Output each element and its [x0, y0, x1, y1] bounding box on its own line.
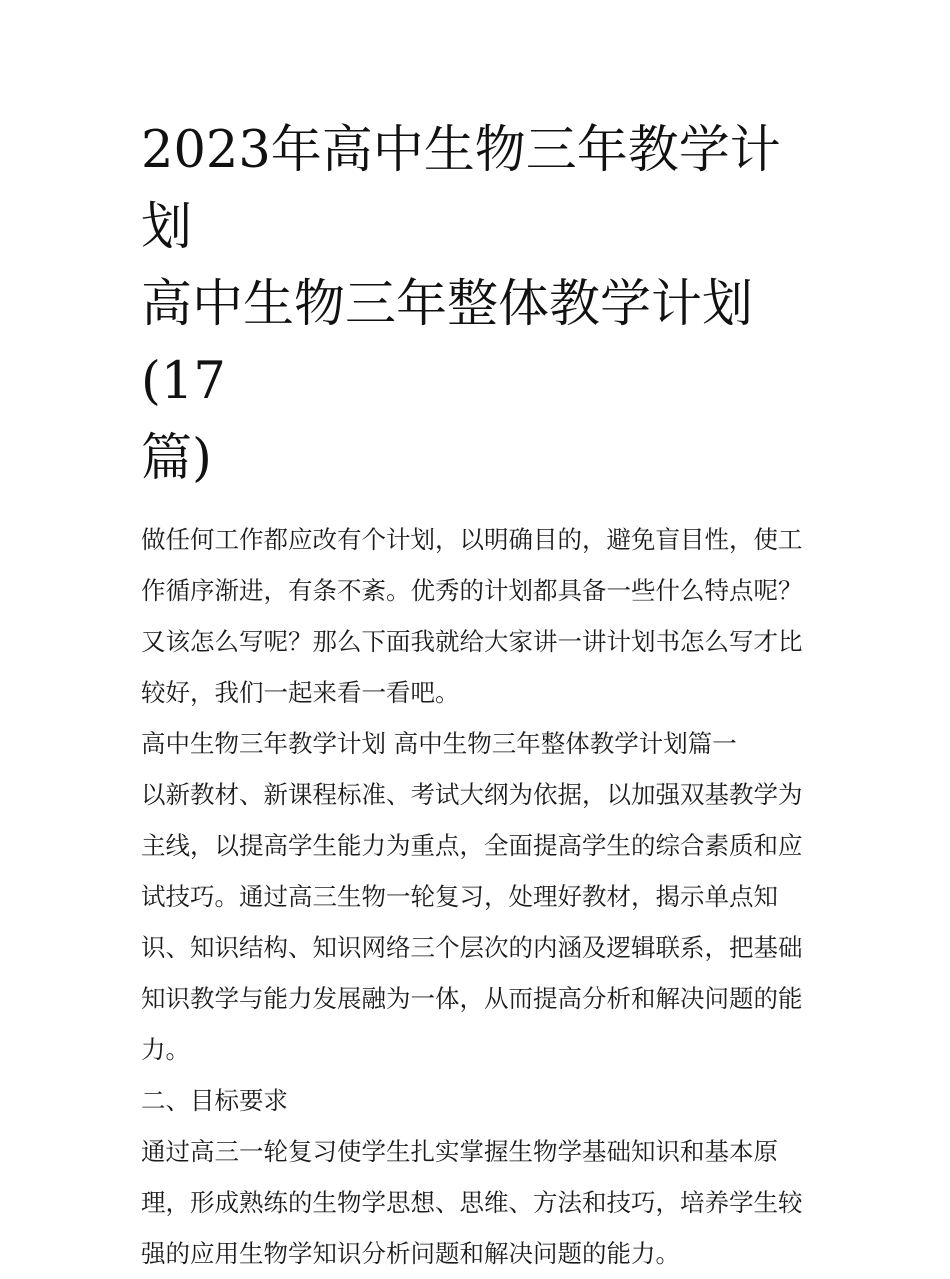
title-line-3: 篇): [141, 429, 212, 488]
title-line-2: 高中生物三年整体教学计划(17: [141, 275, 754, 411]
section-heading: 二、目标要求: [141, 1086, 288, 1115]
document-body: [141, 514, 821, 1279]
body-paragraph-1: 以新教材、新课程标准、考试大纲为依据，以加强双基教学为主线，以提高学生能力为重点，全面提高学生的综合素质和应试技巧。通过高三生物一轮复习，处理好教材，揭示单点知识、知识结构、知识网络三个层次的内涵及逻辑联系，把基础知识教学与能力发展融为一体，从而提高分析和解决问题的能力。: [141, 780, 803, 1064]
title-line-1: 2023年高中生物三年教学计划: [141, 121, 781, 257]
subtitle-line: 高中生物三年教学计划 高中生物三年整体教学计划篇一: [141, 729, 737, 758]
document-title: [141, 112, 821, 497]
document-content: [141, 112, 821, 1279]
intro-paragraph: 做任何工作都应改有个计划，以明确目的，避免盲目性，使工作循序渐进，有条不紊。优秀的计划都具备一些什么特点呢？又该怎么写呢？那么下面我就给大家讲一讲计划书怎么写才比较好，我们一起来看一看吧。: [141, 525, 803, 707]
body-paragraph-2: 通过高三一轮复习使学生扎实掌握生物学基础知识和基本原理，形成熟练的生物学思想、思维、方法和技巧，培养学生较强的应用生物学知识分析问题和解决问题的能力。: [141, 1137, 803, 1268]
